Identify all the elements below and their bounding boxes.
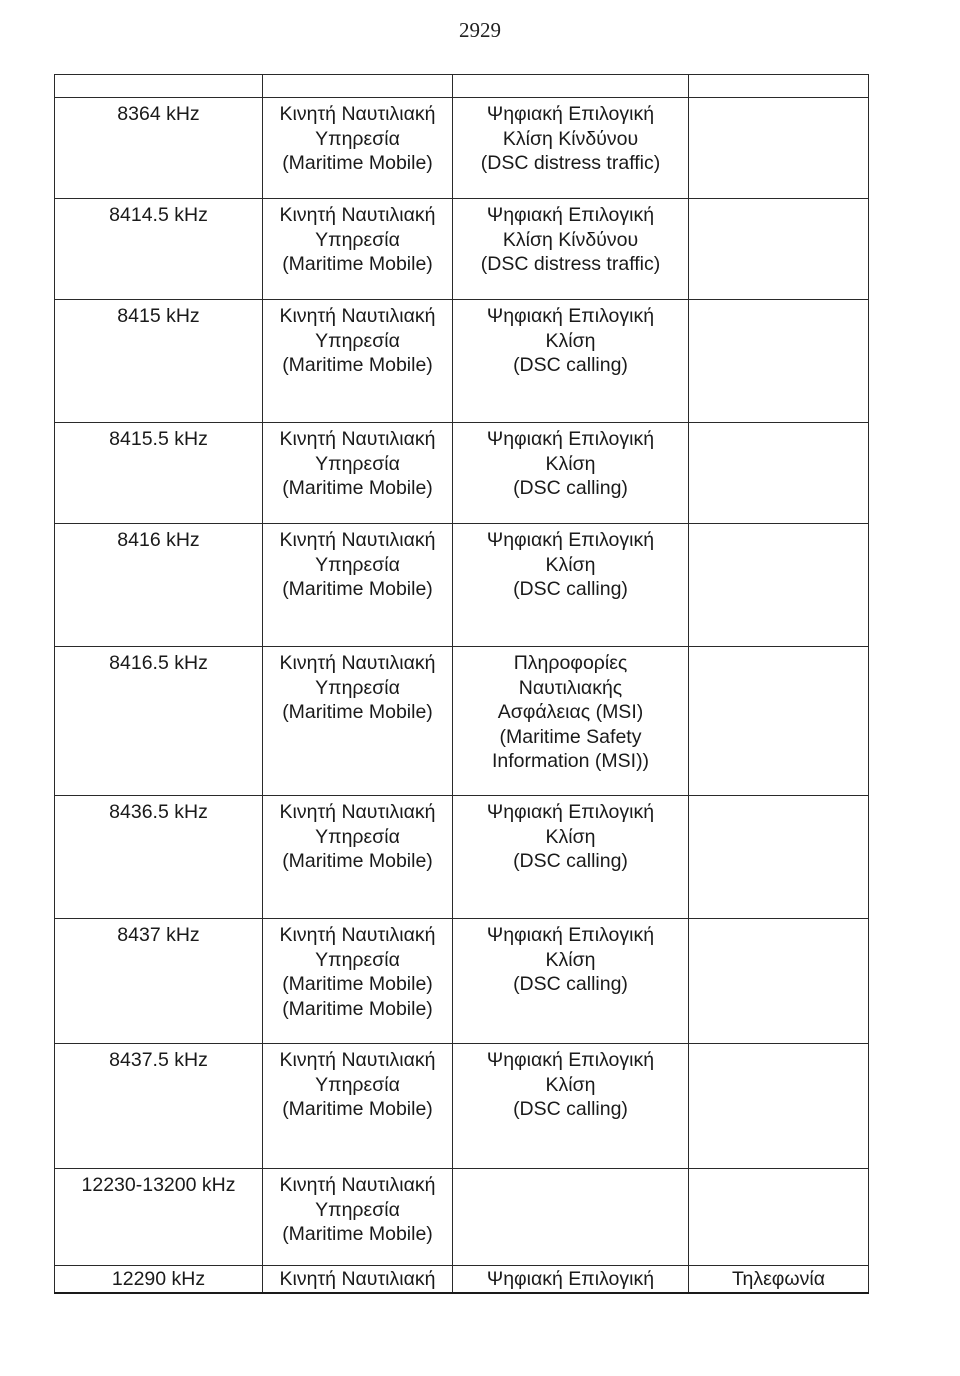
service-cell-line: (Maritime Mobile): [282, 578, 433, 600]
use-cell-line: Information (MSI)): [491, 750, 650, 772]
table-row: [55, 796, 869, 919]
frequency-value: 8436.5 kHz: [109, 801, 208, 823]
use-cell-line: Κλίση Κίνδύνου: [502, 228, 639, 251]
service-cell-line: Υπηρεσία: [315, 1073, 400, 1096]
notes-cell: [689, 300, 869, 423]
notes-cell: [689, 98, 869, 199]
header-cell-frequency: [55, 75, 263, 98]
service-cell-line: (Maritime Mobile): [282, 1223, 433, 1245]
frequency-cell: [55, 1169, 263, 1266]
service-cell-line: Υπηρεσία: [315, 329, 400, 352]
service-cell: [263, 1169, 453, 1266]
use-cell-line: Ψηφιακή Επιλογική: [486, 1049, 655, 1071]
table-row: [55, 1266, 869, 1293]
service-cell: [263, 1266, 453, 1293]
frequency-value: 8364 kHz: [117, 103, 200, 125]
service-cell-line: (Maritime Mobile): [282, 354, 433, 376]
service-cell-line: (Maritime Mobile): [282, 997, 433, 1020]
use-cell-line: Ασφάλειας (MSI): [497, 701, 644, 723]
notes-cell: [689, 1266, 869, 1293]
use-cell-line: Ναυτιλιακής: [518, 676, 623, 699]
use-cell: [453, 1044, 689, 1169]
service-cell: [263, 1044, 453, 1169]
use-cell-line: Ψηφιακή Επιλογική: [486, 529, 655, 551]
page-number: 2929: [459, 18, 501, 42]
service-cell-line: Κινητή Ναυτιλιακή: [279, 652, 436, 674]
use-cell-line: Ψηφιακή Επιλογική: [486, 924, 655, 946]
use-cell-line: Ψηφιακή Επιλογική: [486, 1268, 655, 1290]
notes-cell: [689, 647, 869, 796]
use-cell-line: (DSC calling): [513, 1098, 628, 1120]
notes-cell: [689, 1169, 869, 1266]
use-cell-line: (DSC distress traffic): [480, 152, 661, 174]
use-cell-line: Ψηφιακή Επιλογική: [486, 428, 655, 450]
use-cell: [453, 1266, 689, 1293]
table-row: [55, 919, 869, 1044]
service-cell-line: Κινητή Ναυτιλιακή: [279, 1174, 436, 1196]
use-cell-line: Κλίση Κίνδύνου: [502, 127, 639, 150]
table-row: [55, 524, 869, 647]
use-cell-line: (DSC calling): [513, 973, 628, 995]
service-cell-line: Κινητή Ναυτιλιακή: [279, 529, 436, 551]
service-cell-line: (Maritime Mobile): [282, 850, 433, 872]
service-cell: [263, 423, 453, 524]
frequency-allocation-table: [54, 74, 869, 1294]
use-cell-line: Κλίση: [545, 825, 596, 848]
use-cell-line: Ψηφιακή Επιλογική: [486, 204, 655, 226]
service-cell-line: Κινητή Ναυτιλιακή: [279, 103, 436, 125]
service-cell-line: Υπηρεσία: [315, 948, 400, 971]
frequency-cell: [55, 796, 263, 919]
use-cell: [453, 423, 689, 524]
frequency-value: 8415 kHz: [117, 305, 200, 327]
header-cell-notes: [689, 75, 869, 98]
frequency-value: 8437.5 kHz: [109, 1049, 208, 1071]
service-cell-line: (Maritime Mobile): [282, 1098, 433, 1120]
service-cell: [263, 98, 453, 199]
table-row: [55, 647, 869, 796]
frequency-cell: [55, 98, 263, 199]
service-cell: [263, 199, 453, 300]
table-row: [55, 98, 869, 199]
service-cell: [263, 524, 453, 647]
service-cell-line: Κινητή Ναυτιλιακή: [279, 1268, 436, 1290]
notes-cell: [689, 524, 869, 647]
table-row: [55, 423, 869, 524]
notes-cell: [689, 1044, 869, 1169]
frequency-value: 8416.5 kHz: [109, 652, 208, 674]
service-cell-line: Κινητή Ναυτιλιακή: [279, 1049, 436, 1071]
table-header-row: [55, 75, 869, 98]
frequency-value: 8416 kHz: [117, 529, 200, 551]
use-cell: [453, 796, 689, 919]
header-cell-service: [263, 75, 453, 98]
header-cell-use: [453, 75, 689, 98]
frequency-value: 12290 kHz: [111, 1268, 206, 1290]
use-cell-line: Κλίση: [545, 553, 596, 576]
frequency-cell: [55, 300, 263, 423]
use-cell-line: Ψηφιακή Επιλογική: [486, 103, 655, 125]
use-cell: [453, 199, 689, 300]
service-cell-line: (Maritime Mobile): [282, 973, 433, 995]
use-cell-line: (DSC calling): [513, 578, 628, 600]
notes-cell: [689, 796, 869, 919]
use-cell: [453, 300, 689, 423]
frequency-cell: [55, 1044, 263, 1169]
service-cell-line: Υπηρεσία: [315, 825, 400, 848]
service-cell-line: Υπηρεσία: [315, 1198, 400, 1221]
service-cell: [263, 300, 453, 423]
use-cell: [453, 1169, 689, 1266]
use-cell: [453, 98, 689, 199]
use-cell-line: Κλίση: [545, 948, 596, 971]
service-cell-line: Κινητή Ναυτιλιακή: [279, 428, 436, 450]
use-cell-line: (Maritime Safety: [499, 725, 642, 748]
use-cell-line: Κλίση: [545, 1073, 596, 1096]
service-cell-line: Υπηρεσία: [315, 228, 400, 251]
service-cell-line: Υπηρεσία: [315, 127, 400, 150]
use-cell-line: (DSC calling): [513, 850, 628, 872]
use-cell-line: Ψηφιακή Επιλογική: [486, 801, 655, 823]
use-cell: [453, 524, 689, 647]
table-row: [55, 300, 869, 423]
service-cell-line: (Maritime Mobile): [282, 477, 433, 499]
service-cell-line: Κινητή Ναυτιλιακή: [279, 204, 436, 226]
service-cell-line: Κινητή Ναυτιλιακή: [279, 801, 436, 823]
frequency-value: 8437 kHz: [117, 924, 200, 946]
notes-cell: [689, 199, 869, 300]
use-cell-line: (DSC calling): [513, 477, 628, 499]
notes-cell: [689, 919, 869, 1044]
notes-cell: [689, 423, 869, 524]
use-cell-line: (DSC distress traffic): [480, 253, 661, 275]
table-row: [55, 1169, 869, 1266]
service-cell-line: Υπηρεσία: [315, 452, 400, 475]
use-cell-line: Κλίση: [545, 329, 596, 352]
frequency-cell: [55, 1266, 263, 1293]
frequency-cell: [55, 423, 263, 524]
table-row: [55, 1044, 869, 1169]
frequency-value: 8415.5 kHz: [109, 428, 208, 450]
service-cell-line: (Maritime Mobile): [282, 701, 433, 723]
service-cell-line: Κινητή Ναυτιλιακή: [279, 924, 436, 946]
notes-cell-line: Τηλεφωνία: [732, 1268, 825, 1290]
use-cell-line: Ψηφιακή Επιλογική: [486, 305, 655, 327]
service-cell-line: Υπηρεσία: [315, 676, 400, 699]
table-row: [55, 199, 869, 300]
use-cell: [453, 647, 689, 796]
frequency-cell: [55, 524, 263, 647]
service-cell: [263, 647, 453, 796]
frequency-cell: [55, 647, 263, 796]
service-cell: [263, 919, 453, 1044]
use-cell-line: (DSC calling): [513, 354, 628, 376]
frequency-value: 8414.5 kHz: [109, 204, 208, 226]
service-cell-line: Υπηρεσία: [315, 553, 400, 576]
frequency-cell: [55, 919, 263, 1044]
use-cell-line: Κλίση: [545, 452, 596, 475]
service-cell: [263, 796, 453, 919]
service-cell-line: Κινητή Ναυτιλιακή: [279, 305, 436, 327]
service-cell-line: (Maritime Mobile): [282, 253, 433, 275]
frequency-cell: [55, 199, 263, 300]
use-cell: [453, 919, 689, 1044]
frequency-value: 12230-13200 kHz: [81, 1174, 236, 1196]
use-cell-line: Πληροφορίες: [513, 652, 628, 674]
service-cell-line: (Maritime Mobile): [282, 152, 433, 174]
